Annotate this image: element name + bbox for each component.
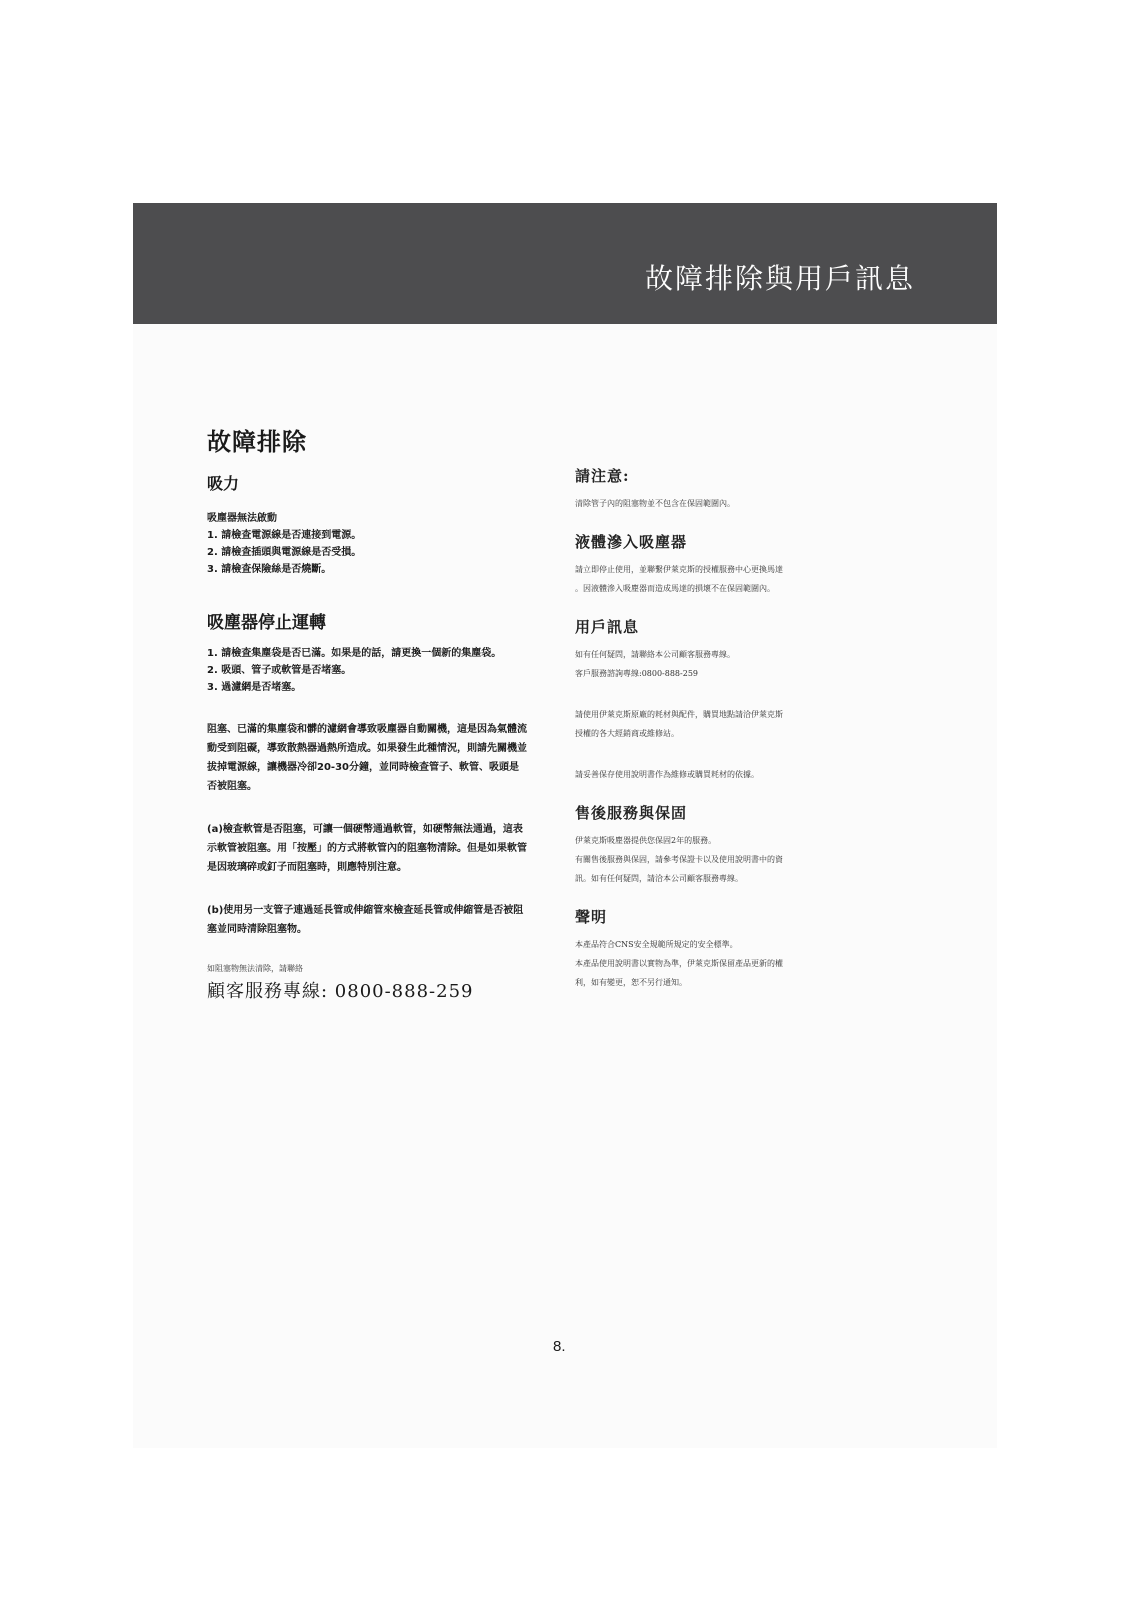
statement-line: 利，如有變更，恕不另行通知。 bbox=[575, 978, 687, 987]
header-title: 故障排除與用戶訊息 bbox=[644, 262, 915, 295]
user-info-line: 客戶服務諮詢專線:0800-888-259 bbox=[575, 669, 698, 678]
header-band bbox=[133, 203, 997, 324]
statement-line: 本產品使用說明書以實物為準，伊萊克斯保留產品更新的權 bbox=[575, 959, 783, 968]
suction-subtitle: 吸塵器無法啟動 bbox=[207, 513, 277, 524]
after-sales-line: 訊。如有任何疑問，請洽本公司顧客服務專線。 bbox=[575, 874, 743, 883]
stop-title: 吸塵器停止運轉 bbox=[207, 613, 326, 633]
liquid-line: 。因液體滲入吸塵器而造成馬達的損壞不在保固範圍內。 bbox=[575, 584, 775, 593]
list-item: 1. 請檢查集塵袋是否已滿。如果是的話，請更換一個新的集塵袋。 bbox=[207, 648, 502, 659]
statement-line: 本產品符合CNS安全規範所規定的安全標準。 bbox=[575, 940, 738, 949]
stop-paragraph-1: 阻塞、已滿的集塵袋和髒的濾網會導致吸塵器自動關機，這是因為氣體流動受到阻礙，導致散熱器過熱所造成。如果發生此種情況，則請先關機並拔掉電源線，讓機器冷卻20-30分鐘，並同時檢查管子、軟管、吸頭是否被阻塞。 bbox=[207, 724, 527, 792]
after-sales-section bbox=[575, 802, 905, 888]
stop-paragraph-3: (b)使用另一支管子連過延長管或伸縮管來檢查延長管或伸縮管是否被阻塞並同時清除阻塞物。 bbox=[207, 905, 524, 935]
suction-list bbox=[207, 527, 527, 578]
after-sales-line: 有關售後服務與保固，請參考保證卡以及使用說明書中的資 bbox=[575, 855, 783, 864]
liquid-title: 液體滲入吸塵器 bbox=[575, 533, 688, 551]
user-info-column bbox=[575, 465, 905, 1010]
user-info-section bbox=[575, 616, 905, 784]
after-sales-line: 伊萊克斯吸塵器提供您保固2年的服務。 bbox=[575, 836, 717, 845]
notice-title: 請注意: bbox=[575, 467, 630, 485]
contact-note: 如阻塞物無法清除，請聯絡 bbox=[207, 964, 303, 973]
customer-hotline: 顧客服務專線: 0800-888-259 bbox=[207, 981, 474, 1002]
user-info-title: 用戶訊息 bbox=[575, 618, 640, 636]
troubleshooting-column bbox=[207, 422, 527, 1003]
accessories-note bbox=[575, 705, 905, 743]
accessories-line: 授權的各大經銷商或維修站。 bbox=[575, 729, 679, 738]
page-number: 8. bbox=[553, 1338, 566, 1355]
list-item: 1. 請檢查電源線是否連接到電源。 bbox=[207, 530, 362, 541]
stop-paragraph-2: (a)檢查軟管是否阻塞，可讓一個硬幣通過軟管，如硬幣無法通過，這表示軟管被阻塞。用「按壓」的方式將軟管內的阻塞物清除。但是如果軟管是因玻璃碎或釘子而阻塞時，則應特別注意。 bbox=[207, 824, 527, 873]
after-sales-title: 售後服務與保固 bbox=[575, 804, 688, 822]
statement-title: 聲明 bbox=[575, 908, 608, 926]
list-item: 3. 過濾網是否堵塞。 bbox=[207, 682, 302, 693]
user-info-line: 如有任何疑問，請聯絡本公司顧客服務專線。 bbox=[575, 650, 735, 659]
manual-note bbox=[575, 765, 905, 784]
manual-line: 請妥善保存使用說明書作為維修或購買耗材的依據。 bbox=[575, 770, 759, 779]
accessories-line: 請使用伊萊克斯原廠的耗材與配件，購買地點請洽伊萊克斯 bbox=[575, 710, 783, 719]
notice-section bbox=[575, 465, 905, 513]
liquid-section bbox=[575, 531, 905, 598]
list-item: 3. 請檢查保險絲是否燒斷。 bbox=[207, 564, 332, 575]
list-item: 2. 請檢查插頭與電源線是否受損。 bbox=[207, 547, 362, 558]
suction-title: 吸力 bbox=[207, 474, 240, 493]
notice-line: 清除管子內的阻塞物並不包含在保固範圍內。 bbox=[575, 499, 735, 508]
statement-section bbox=[575, 906, 905, 992]
list-item: 2. 吸頭、管子或軟管是否堵塞。 bbox=[207, 665, 352, 676]
troubleshooting-title: 故障排除 bbox=[207, 428, 307, 456]
liquid-line: 請立即停止使用，並聯繫伊萊克斯的授權服務中心更換馬達 bbox=[575, 565, 783, 574]
stop-list bbox=[207, 645, 527, 696]
